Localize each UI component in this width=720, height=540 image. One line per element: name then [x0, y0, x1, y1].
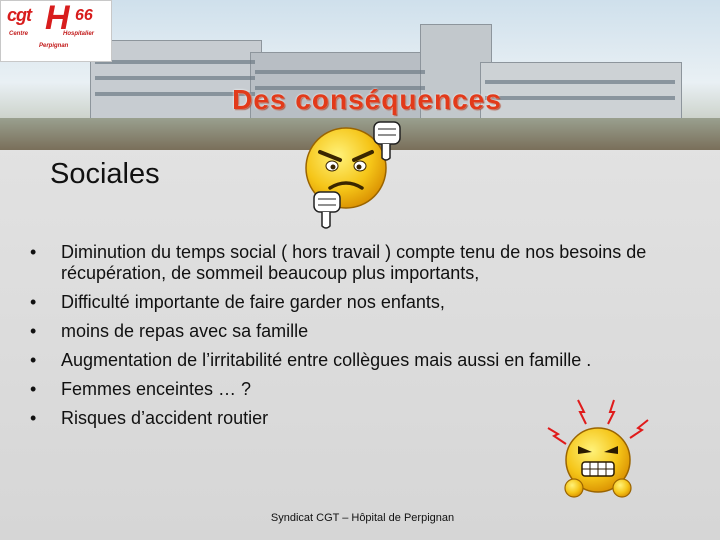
- list-item: [30, 292, 710, 313]
- logo-city: Perpignan: [39, 43, 69, 49]
- logo-letter: H: [45, 0, 70, 37]
- bullet-text: Difficulté importante de faire garder nos enfants,: [61, 292, 445, 312]
- bullet-mark: •: [30, 379, 37, 399]
- bullet-mark: •: [30, 408, 37, 428]
- bullet-mark: •: [30, 292, 37, 312]
- footer-text: Syndicat CGT – Hôpital de Perpignan: [270, 512, 455, 524]
- list-item: [30, 350, 710, 371]
- list-item: [30, 379, 710, 400]
- logo-number: 66: [75, 7, 93, 24]
- logo-left-text: Centre: [9, 31, 29, 37]
- bullet-mark: •: [30, 350, 37, 370]
- slide-title: Des conséquences: [232, 84, 502, 115]
- logo-brand: cgt: [7, 5, 31, 25]
- angry-thumbs-down-emoji-icon: [298, 112, 410, 232]
- bullet-mark: •: [30, 321, 37, 341]
- list-item: [30, 242, 710, 284]
- bullet-mark: •: [30, 242, 37, 262]
- bullet-text: moins de repas avec sa famille: [61, 321, 309, 341]
- section-title: Sociales: [50, 158, 160, 190]
- bullet-text: Augmentation de l’irritabilité entre collègues mais aussi en famille .: [61, 350, 592, 370]
- bullet-text: Femmes enceintes … ?: [61, 379, 252, 399]
- furious-emoji-icon: [540, 398, 658, 502]
- bullet-text: Diminution du temps social ( hors travail ) compte tenu de nos besoins de récupération, de sommeil beaucoup plus importants,: [61, 242, 647, 283]
- logo-right-text: Hospitalier: [63, 31, 95, 37]
- list-item: [30, 321, 710, 342]
- cgt-h66-logo: [0, 0, 112, 62]
- bullet-text: Risques d’accident routier: [61, 408, 269, 428]
